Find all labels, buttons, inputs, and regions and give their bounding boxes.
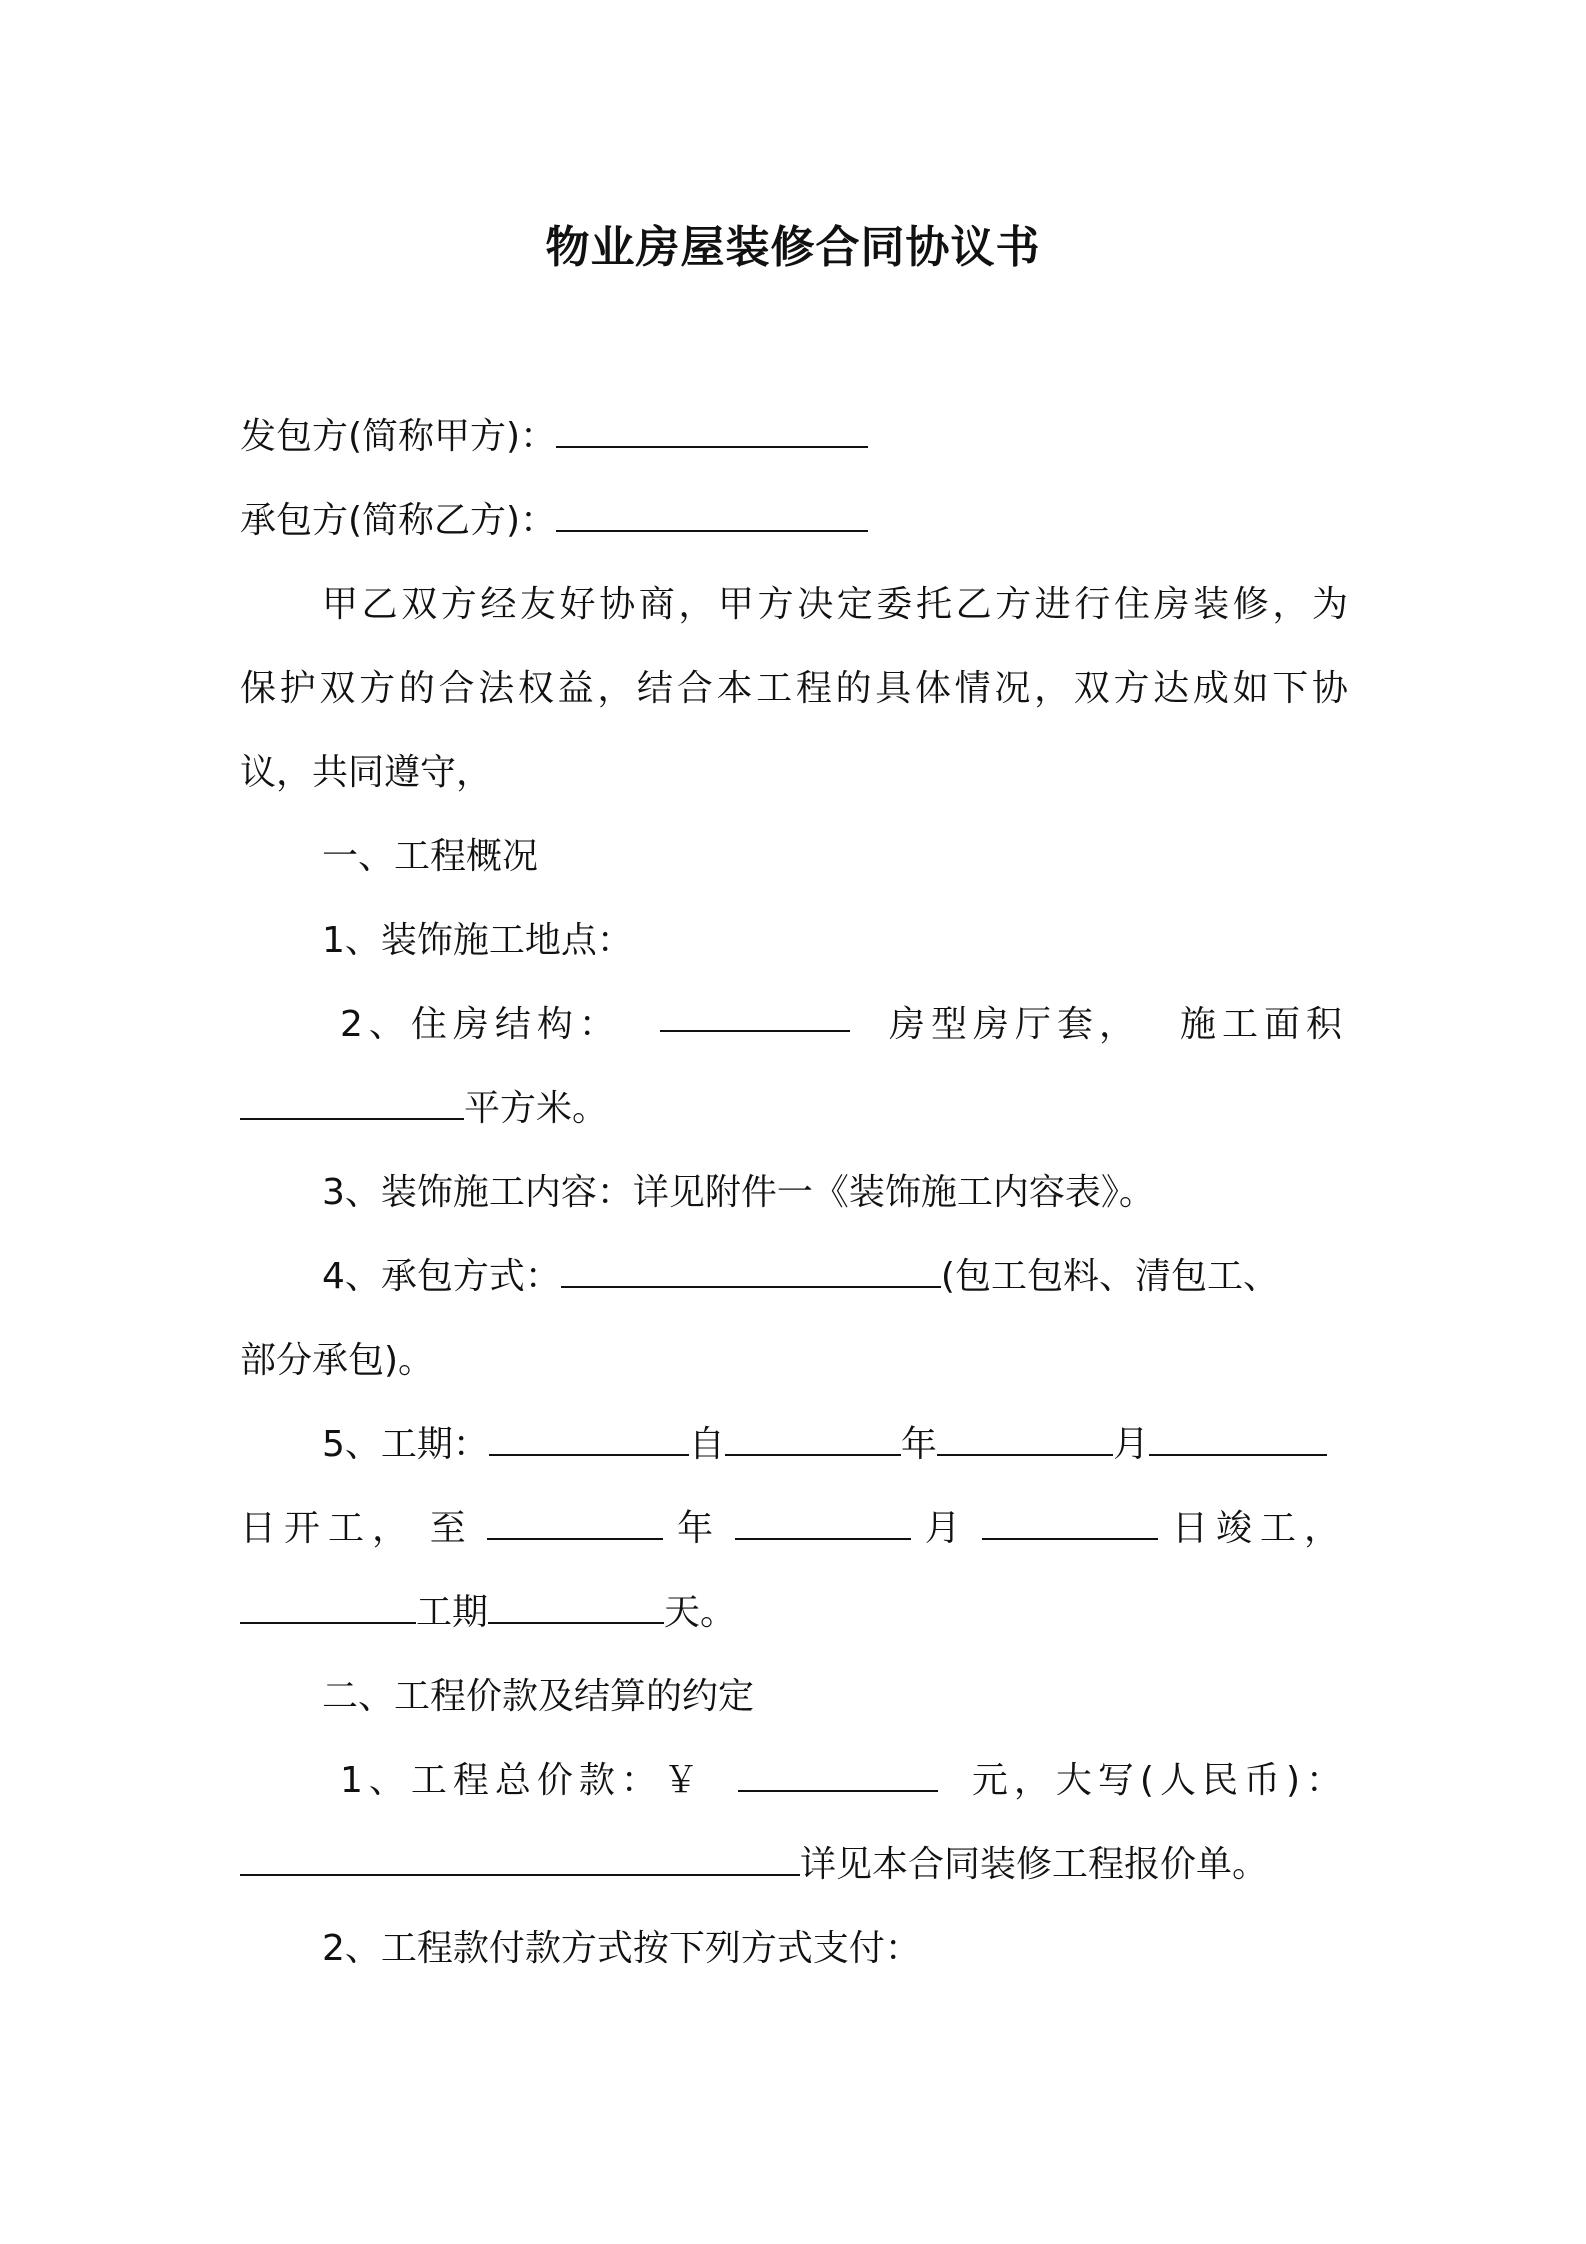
item-5-period: 工期 xyxy=(416,1592,489,1633)
period-blank-2[interactable] xyxy=(240,1592,416,1624)
price-prefix: 1、工程总价款：￥ xyxy=(340,1760,705,1801)
payment-line: 2、工程款付款方式按下列方式支付： xyxy=(322,1928,921,1969)
item-2-line xyxy=(340,1000,1348,1050)
contract-method-blank[interactable] xyxy=(561,1256,941,1288)
price-words-line xyxy=(240,1840,1268,1890)
page-title: 物业房屋装修合同协议书 xyxy=(545,222,1041,273)
price-words-blank[interactable] xyxy=(240,1844,800,1876)
party-b-line xyxy=(240,496,868,546)
item-4-suffix: (包工包料、清包工、 xyxy=(940,1256,1279,1297)
intro-line-3: 议，共同遵守， xyxy=(240,752,493,793)
section-2-heading: 二、工程价款及结算的约定 xyxy=(322,1676,755,1717)
party-b-blank[interactable] xyxy=(556,500,868,532)
item-2-prefix: 2、住房结构： xyxy=(340,1004,621,1045)
section-1-heading: 一、工程概况 xyxy=(322,836,539,877)
item-2-end: 平方米。 xyxy=(464,1088,609,1129)
item-4-prefix: 4、承包方式： xyxy=(322,1256,561,1297)
area-blank[interactable] xyxy=(240,1088,464,1120)
price-unit: 元，大写(人民币)： xyxy=(971,1760,1348,1801)
word-year-2: 年 xyxy=(677,1508,722,1549)
party-a-label: 发包方(简称甲方)： xyxy=(240,416,557,457)
period-blank-1[interactable] xyxy=(489,1424,689,1456)
item-5-line-2 xyxy=(240,1504,1348,1554)
party-a-blank[interactable] xyxy=(556,416,868,448)
price-end: 详见本合同装修工程报价单。 xyxy=(800,1844,1269,1885)
item-5-days: 天。 xyxy=(664,1592,737,1633)
item-5-prefix: 5、工期： xyxy=(322,1424,489,1465)
item-5-from: 自 xyxy=(688,1424,725,1465)
end-year-blank[interactable] xyxy=(487,1508,663,1540)
start-year-blank[interactable] xyxy=(725,1424,901,1456)
item-5-line-3 xyxy=(240,1588,736,1638)
party-b-label: 承包方(简称乙方)： xyxy=(240,500,557,541)
end-day-blank[interactable] xyxy=(982,1508,1158,1540)
word-month-1: 月 xyxy=(1112,1424,1149,1465)
item-2-suffix: 施工面积 xyxy=(1179,1004,1348,1045)
price-line xyxy=(340,1756,1348,1806)
item-5-to: 至 xyxy=(429,1508,474,1549)
item-4-end: 部分承包)。 xyxy=(240,1340,435,1381)
start-month-blank[interactable] xyxy=(937,1424,1113,1456)
house-type-blank[interactable] xyxy=(660,1000,850,1032)
end-month-blank[interactable] xyxy=(735,1508,911,1540)
start-day-blank[interactable] xyxy=(1149,1424,1327,1456)
item-5-start-day: 日开工， xyxy=(240,1508,417,1549)
item-4-line xyxy=(322,1252,1279,1302)
item-1-location: 1、装饰施工地点： xyxy=(322,920,633,961)
price-amount-blank[interactable] xyxy=(738,1760,938,1792)
intro-line-1: 甲乙双方经友好协商，甲方决定委托乙方进行住房装修，为 xyxy=(322,584,1348,625)
item-2-mid: 房型房厅套， xyxy=(888,1004,1141,1045)
word-year-1: 年 xyxy=(900,1424,937,1465)
item-5-line-1 xyxy=(322,1420,1348,1470)
intro-line-2: 保护双方的合法权益，结合本工程的具体情况，双方达成如下协 xyxy=(240,668,1348,709)
days-blank[interactable] xyxy=(488,1592,664,1624)
item-3-content: 3、装饰施工内容：详见附件一《装饰施工内容表》。 xyxy=(322,1172,1155,1213)
item-2-area-line xyxy=(240,1084,608,1134)
item-5-end-day: 日竣工， xyxy=(1171,1508,1348,1549)
word-month-2: 月 xyxy=(924,1508,969,1549)
party-a-line xyxy=(240,412,868,462)
